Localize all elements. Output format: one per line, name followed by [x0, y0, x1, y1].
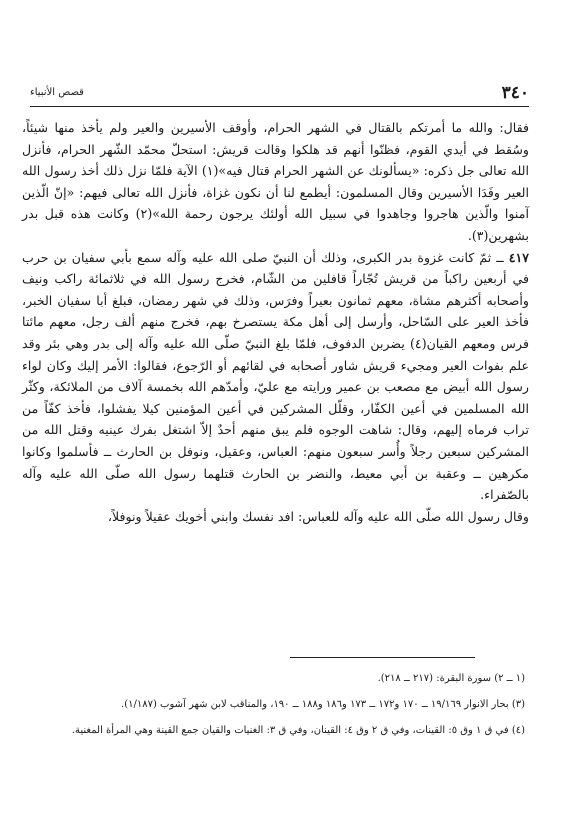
page-header	[30, 82, 529, 107]
paragraph-text: وقال رسول الله صلّى الله عليه وآله للعباس: افد نفسك وابني أخويك عقيلاً ونوفلاً،	[107, 508, 529, 524]
paragraph-number: ٤١٧	[508, 249, 529, 265]
footnote-separator	[290, 657, 475, 658]
footnote: (١ ــ ٢) سورة البقرة: (٢١٧ ــ ٢١٨).	[377, 673, 525, 684]
paragraph-text: ــ ثمّ كانت غزوة بدر الكبرى، وذلك أن النبيّ صلى الله عليه وآله سمع بأبي سفيان بن حرب في أربعين راكباً من قريش تُجّاراً قافلين من الشّام، فخرج رسول الله في ثلاثمائة راكب ونيف وأصحابه أكثرهم مشاة، معهم ثمانون بعيراً وفرَس، وذلك في شهر رمضان، فبلغ أبا سفيان الخبر، فأخذ العير على السّاحل، وأرسل إلى أهل مكة يستصرخ بهم، فخرج منهم ألف رجل، معهم مائتا فرس ومعهم القيان(٤) يضربن الدفوف، فلمّا بلغ النبيّ صلّى الله عليه وآله إلى بدر وهي بئر وقد علم بفوات العير ومجيء قريش شاور أصحابه في لقائهم أو الرّجوع، فقالوا: الأمر إليك وكان لواء رسول الله أبيض مع مصعب بن عمير ورايته مع عليّ، وأمدّهم الله بخمسة آلاف من الملائكة، وكثّر الله المسلمين في أعين الكفّار، وقلّل المشركين في أعين المؤمنين كيلا يفشلوا، فأخذ كفّاً من تراب فرماه إليهم، وقال: شاهت الوجوه فلم يبق منهم أحدٌ إلاّ اشتغل بفرك عينيه وقتل الله من المشركين سبعين رجلاً وأُسر سبعون منهم: العباس، وعقيل، ونوفل بن الحارث ــ فأسلموا وكانوا مكرهين ــ وعقبة بن أبي معيط، والنضر بن الحارث قتلهما رسول الله صلّى الله عليه وآله بالصّفراء.	[22, 249, 529, 503]
footnote: (٣) بحار الانوار ١٩/١٦٩ ــ ١٧٠ و١٧٢ ــ ١٧٣ و١٨٦ و١٨٨ ــ ١٩٠، والمناقب لابن شهر آشوب (١/١٨٧).	[121, 699, 525, 710]
footnote: (٤) في ق ١ وق ٥: القينات، وفي ق ٢ وق ٤: القينان، وفي ق ٣: الغنيات والقيان جمع القينة وهي المرأة المغنية.	[71, 725, 525, 736]
paragraph-text: فقال: والله ما أمرتكم بالقتال في الشهر الحرام، وأوقف الأسيرين والعير ولم يأخذ منها شيئاً، وسُقط في أيدي القوم، فظنّوا أنهم قد هلكوا وقالت قريش: استحلّ محمّد الشّهر الحرام، فأنزل الله تعالى جل ذكره: «يسألونك عن الشهر الحرام قتال فيه»(١) الآية فلمّا نزل ذلك أخذ رسول الله العير وفَدَا الأسيرين وقال المسلمون: أيطمع لنا أن نكون غزاة، فأنزل الله تعالى فيهم: «إنّ الّذين آمنوا والّذين هاجروا وجاهدوا في سبيل الله أولئك يرجون رحمة الله»(٢) وكانت هذه قبل بدر بشهرين(٣).	[22, 120, 529, 243]
page-number: ٣٤٠	[501, 83, 529, 103]
paragraph	[22, 506, 529, 528]
paragraph	[22, 247, 529, 506]
paragraph	[22, 117, 529, 247]
footnotes	[30, 669, 525, 740]
running-title: قصص الأنبياء	[30, 87, 84, 98]
main-text	[22, 117, 529, 527]
